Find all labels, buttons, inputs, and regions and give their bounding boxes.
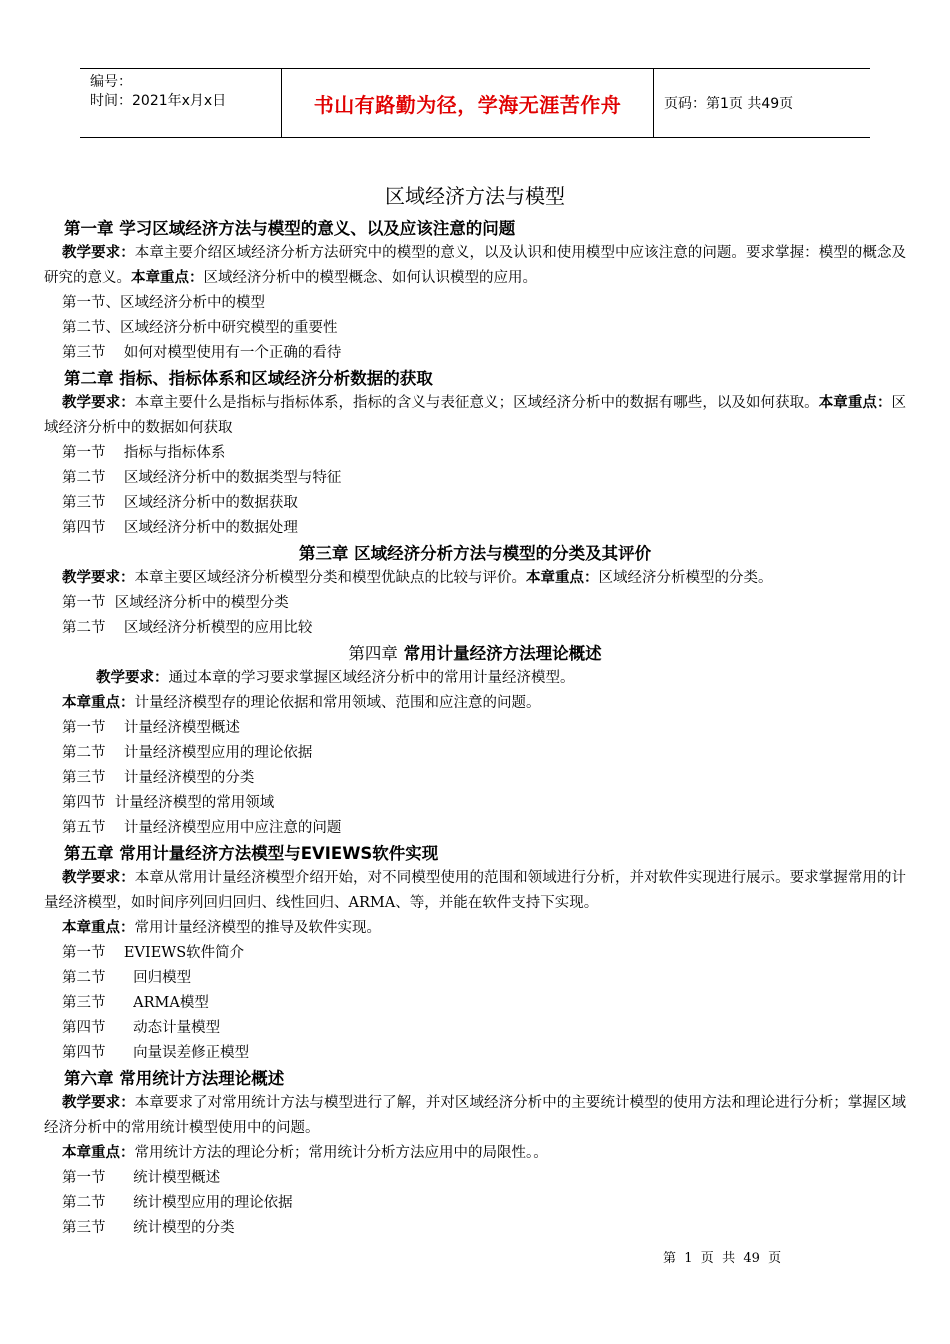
section-item: 第二节 回归模型	[62, 970, 192, 986]
section-item: 第四节 区域经济分析中的数据处理	[62, 520, 298, 536]
section-item: 第二节 区域经济分析中的数据类型与特征	[62, 470, 342, 486]
chapter-heading: 第五章 常用计量经济方法模型与EVIEWS软件实现	[64, 844, 439, 863]
section-item: 第二节、区域经济分析中研究模型的重要性	[62, 320, 338, 336]
date-label: 时间：2021年x月x日	[90, 93, 227, 109]
header-left-cell	[80, 69, 282, 137]
section-item: 第三节 ARMA模型	[62, 995, 209, 1011]
section-item: 第五节 计量经济模型应用中应注意的问题	[62, 820, 342, 836]
chapter-requirements: 教学要求：通过本章的学习要求掌握区域经济分析中的常用计量经济模型。	[96, 670, 575, 686]
section-item: 第四节 向量误差修正模型	[62, 1045, 250, 1061]
section-item: 第三节 统计模型的分类	[62, 1220, 235, 1236]
section-item: 第一节 统计模型概述	[62, 1170, 221, 1186]
page-info: 页码：第1页 共49页	[664, 96, 794, 112]
section-item: 第三节 如何对模型使用有一个正确的看待	[62, 345, 342, 361]
section-item: 第四节 动态计量模型	[62, 1020, 221, 1036]
chapter-heading: 第六章 常用统计方法理论概述	[64, 1069, 285, 1088]
section-item: 第一节 区域经济分析中的模型分类	[62, 595, 289, 611]
chapter-requirements: 教学要求：本章主要区域经济分析模型分类和模型优缺点的比较与评价。本章重点：区域经济分析模型的分类。	[62, 570, 773, 586]
section-item: 第二节 计量经济模型应用的理论依据	[62, 745, 313, 761]
chapter-heading: 第一章 学习区域经济方法与模型的意义、以及应该注意的问题	[64, 219, 516, 238]
chapter-key-points: 本章重点：常用统计方法的理论分析；常用统计分析方法应用中的局限性。。	[62, 1145, 548, 1161]
section-item: 第三节 计量经济模型的分类	[62, 770, 255, 786]
chapter-heading: 第四章 常用计量经济方法理论概述	[348, 644, 602, 663]
section-item: 第二节 区域经济分析模型的应用比较	[62, 620, 313, 636]
chapter-heading: 第二章 指标、指标体系和区域经济分析数据的获取	[64, 369, 433, 388]
content	[44, 216, 906, 1241]
section-item: 第二节 统计模型应用的理论依据	[62, 1195, 293, 1211]
section-item: 第三节 区域经济分析中的数据获取	[62, 495, 298, 511]
chapter-requirements: 教学要求：本章要求了对常用统计方法与模型进行了解，并对区域经济分析中的主要统计模型的使用方法和理论进行分析；掌握区域经济分析中的常用统计模型使用中的问题。	[44, 1095, 906, 1136]
chapter-requirements: 教学要求：本章主要什么是指标与指标体系，指标的含义与表征意义；区域经济分析中的数据有哪些，以及如何获取。本章重点：区域经济分析中的数据如何获取	[44, 395, 907, 436]
section-item: 第一节 EVIEWS软件简介	[62, 945, 245, 961]
motto: 书山有路勤为径，学海无涯苦作舟	[282, 69, 654, 137]
section-item: 第一节、区域经济分析中的模型	[62, 295, 265, 311]
chapter-key-points: 本章重点：常用计量经济模型的推导及软件实现。	[62, 920, 381, 936]
chapter-requirements: 教学要求：本章从常用计量经济模型介绍开始，对不同模型使用的范围和领域进行分析，并对软件实现进行展示。要求掌握常用的计量经济模型，如时间序列回归回归、线性回归、ARMA、等，并能在软件支持下实现。	[44, 870, 906, 911]
document-title: 区域经济方法与模型	[385, 184, 565, 208]
chapter-key-points: 本章重点：计量经济模型存的理论依据和常用领域、范围和应注意的问题。	[62, 695, 541, 711]
code-label: 编号：	[90, 74, 132, 90]
page-footer: 第 1 页 共 49 页	[663, 1251, 782, 1266]
chapter-requirements: 教学要求：本章主要介绍区域经济分析方法研究中的模型的意义，以及认识和使用模型中应该注意的问题。要求掌握：模型的概念及研究的意义。本章重点：区域经济分析中的模型概念、如何认识模型的应用。	[44, 245, 906, 286]
chapter-heading: 第三章 区域经济分析方法与模型的分类及其评价	[298, 544, 652, 563]
section-item: 第一节 指标与指标体系	[62, 445, 226, 461]
section-item: 第四节 计量经济模型的常用领域	[62, 795, 275, 811]
section-item: 第一节 计量经济模型概述	[62, 720, 240, 736]
header-table	[80, 68, 870, 138]
